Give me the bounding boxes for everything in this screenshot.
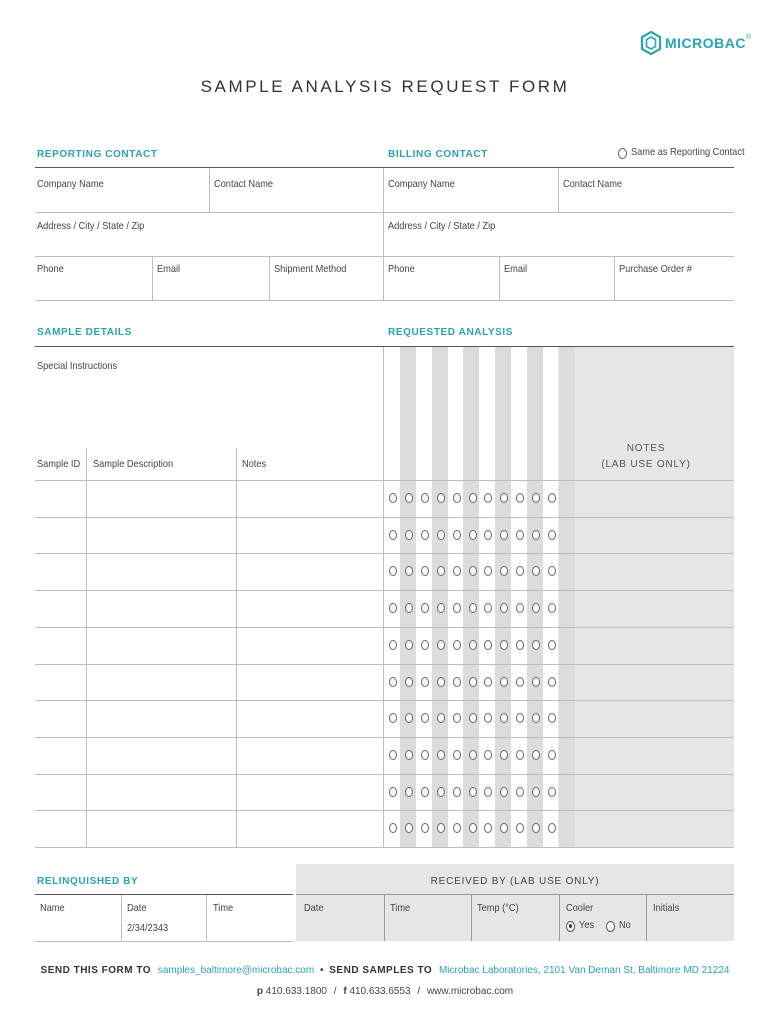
analysis-checkbox[interactable] — [453, 530, 461, 540]
lab-notes-heading — [558, 441, 734, 473]
analysis-checkbox[interactable] — [437, 640, 445, 650]
microbac-logo-icon — [640, 31, 662, 55]
same-as-radio[interactable] — [618, 148, 627, 159]
analysis-checkbox[interactable] — [484, 493, 492, 503]
analysis-column-stripe — [400, 347, 416, 847]
form-title: SAMPLE ANALYSIS REQUEST FORM — [200, 77, 570, 96]
divider — [384, 895, 385, 941]
relinquished-date-value[interactable]: 2/34/2343 — [127, 922, 169, 934]
sample-details-heading: SAMPLE DETAILS — [37, 327, 132, 338]
lab-notes-panel — [558, 347, 734, 847]
sample-row-rule — [35, 480, 734, 481]
sample-row-rule — [35, 737, 734, 738]
divider — [121, 895, 122, 941]
sample-row-rule — [35, 810, 734, 811]
analysis-checkbox[interactable] — [405, 750, 413, 760]
analysis-checkbox[interactable] — [484, 787, 492, 797]
sample-row-rule — [35, 847, 734, 848]
footer-website[interactable]: www.microbac.com — [426, 986, 514, 997]
analysis-checkbox[interactable] — [389, 677, 397, 687]
analysis-checkbox[interactable] — [437, 750, 445, 760]
analysis-checkbox[interactable] — [389, 713, 397, 723]
billing-contact-label: Contact Name — [563, 178, 623, 190]
analysis-checkbox[interactable] — [437, 493, 445, 503]
reporting-contact-heading: REPORTING CONTACT — [37, 149, 158, 160]
billing-address-label: Address / City / State / Zip — [388, 220, 496, 232]
row-rule — [35, 256, 734, 257]
analysis-checkbox[interactable] — [516, 566, 524, 576]
sample-row-rule — [35, 700, 734, 701]
logo — [640, 30, 751, 56]
relinquished-name-label: Name — [40, 902, 65, 914]
sample-row-rule — [35, 590, 734, 591]
footer-address: Microbac Laboratories, 2101 Van Deman St, Baltimore MD 21224 — [438, 965, 730, 976]
footer-separator: / — [417, 986, 421, 997]
reporting-email-label: Email — [157, 263, 181, 275]
analysis-checkbox[interactable] — [484, 603, 492, 613]
fax-prefix: f — [343, 986, 347, 997]
footer-contact-line — [0, 986, 770, 997]
analysis-checkbox[interactable] — [421, 530, 429, 540]
logo-registered: ® — [746, 34, 752, 41]
analysis-checkbox[interactable] — [389, 640, 397, 650]
shipment-method-label: Shipment Method — [274, 263, 347, 275]
analysis-checkbox[interactable] — [405, 530, 413, 540]
analysis-checkbox[interactable] — [548, 640, 556, 650]
analysis-checkbox[interactable] — [437, 603, 445, 613]
relinquished-rule — [35, 894, 293, 895]
analysis-checkbox[interactable] — [405, 787, 413, 797]
sample-desc-divider — [236, 448, 237, 847]
initials-label: Initials — [653, 902, 680, 914]
radio-selected-dot — [569, 924, 572, 928]
analysis-checkbox[interactable] — [453, 493, 461, 503]
analysis-checkbox[interactable] — [516, 787, 524, 797]
analysis-checkbox[interactable] — [453, 603, 461, 613]
analysis-checkbox[interactable] — [405, 640, 413, 650]
divider — [209, 168, 210, 212]
reporting-company-label: Company Name — [37, 178, 104, 190]
received-date-label: Date — [304, 902, 324, 914]
analysis-column-stripe — [559, 347, 575, 847]
analysis-checkbox[interactable] — [453, 787, 461, 797]
analysis-checkbox[interactable] — [389, 823, 397, 833]
analysis-checkbox[interactable] — [548, 493, 556, 503]
cooler-yes-radio[interactable] — [566, 921, 575, 932]
analysis-checkbox[interactable] — [437, 713, 445, 723]
divider — [558, 168, 559, 212]
analysis-checkbox[interactable] — [484, 750, 492, 760]
analysis-checkbox[interactable] — [469, 640, 477, 650]
sample-row-rule — [35, 627, 734, 628]
divider — [206, 895, 207, 941]
send-samples-label: SEND SAMPLES TO — [329, 965, 433, 976]
analysis-checkbox[interactable] — [516, 677, 524, 687]
analysis-checkbox[interactable] — [405, 713, 413, 723]
relinquished-heading: RELINQUISHED BY — [37, 876, 139, 887]
analysis-checkbox[interactable] — [405, 493, 413, 503]
analysis-checkbox[interactable] — [389, 530, 397, 540]
analysis-checkbox[interactable] — [484, 823, 492, 833]
analysis-checkbox[interactable] — [548, 530, 556, 540]
reporting-address-label: Address / City / State / Zip — [37, 220, 145, 232]
divider — [383, 168, 384, 300]
cooler-no-radio[interactable] — [606, 921, 615, 932]
analysis-checkbox[interactable] — [437, 566, 445, 576]
footer-separator: / — [333, 986, 337, 997]
analysis-checkbox[interactable] — [516, 530, 524, 540]
analysis-checkbox[interactable] — [437, 787, 445, 797]
analysis-checkbox[interactable] — [516, 713, 524, 723]
analysis-checkbox[interactable] — [484, 677, 492, 687]
cooler-yes-label: Yes — [579, 919, 595, 931]
sample-notes-header: Notes — [242, 458, 267, 470]
analysis-checkbox[interactable] — [421, 493, 429, 503]
analysis-column-stripe — [463, 347, 479, 847]
notes-line1: NOTES — [626, 443, 666, 454]
divider — [646, 895, 647, 941]
analysis-checkbox[interactable] — [484, 530, 492, 540]
analysis-checkbox[interactable] — [484, 713, 492, 723]
divider — [499, 257, 500, 300]
analysis-checkbox[interactable] — [516, 493, 524, 503]
analysis-checkbox[interactable] — [548, 823, 556, 833]
analysis-checkbox[interactable] — [548, 787, 556, 797]
analysis-checkbox[interactable] — [421, 677, 429, 687]
analysis-checkbox[interactable] — [421, 823, 429, 833]
analysis-left-border — [383, 347, 384, 847]
analysis-checkbox[interactable] — [484, 566, 492, 576]
analysis-checkbox[interactable] — [469, 530, 477, 540]
send-form-label: SEND THIS FORM TO — [40, 965, 152, 976]
analysis-column-stripe — [432, 347, 448, 847]
analysis-checkbox[interactable] — [389, 787, 397, 797]
divider — [559, 895, 560, 941]
analysis-checkbox[interactable] — [389, 603, 397, 613]
reporting-phone-label: Phone — [37, 263, 64, 275]
analysis-checkbox[interactable] — [389, 566, 397, 576]
relinquished-time-label: Time — [213, 902, 234, 914]
analysis-checkbox[interactable] — [469, 493, 477, 503]
received-heading: RECEIVED BY (LAB USE ONLY) — [430, 876, 600, 887]
analysis-checkbox[interactable] — [453, 713, 461, 723]
analysis-checkbox[interactable] — [389, 493, 397, 503]
billing-phone-label: Phone — [388, 263, 415, 275]
analysis-checkbox[interactable] — [516, 823, 524, 833]
sample-id-divider — [86, 448, 87, 847]
analysis-checkbox[interactable] — [421, 566, 429, 576]
analysis-checkbox[interactable] — [437, 530, 445, 540]
received-rule — [296, 894, 734, 895]
sample-id-header: Sample ID — [37, 458, 81, 470]
analysis-checkbox[interactable] — [405, 677, 413, 687]
analysis-checkbox[interactable] — [548, 566, 556, 576]
analysis-checkbox[interactable] — [469, 713, 477, 723]
analysis-checkbox[interactable] — [453, 640, 461, 650]
cooler-label: Cooler — [566, 902, 594, 914]
cooler-no-option[interactable] — [606, 920, 632, 932]
relinquished-bottom-rule — [35, 941, 293, 942]
sample-row-rule — [35, 664, 734, 665]
analysis-checkbox[interactable] — [484, 640, 492, 650]
analysis-checkbox[interactable] — [516, 640, 524, 650]
divider — [269, 257, 270, 300]
special-instructions-label: Special Instructions — [37, 360, 118, 372]
sample-row-rule — [35, 517, 734, 518]
sample-row-rule — [35, 774, 734, 775]
same-as-label: Same as Reporting Contact — [631, 146, 745, 158]
analysis-checkbox[interactable] — [421, 640, 429, 650]
temperature-label: Temp (°C) — [477, 902, 519, 914]
analysis-checkbox[interactable] — [469, 823, 477, 833]
relinquished-date-label: Date — [127, 902, 147, 914]
analysis-checkbox[interactable] — [405, 603, 413, 613]
logo-text: MICROBAC — [665, 35, 746, 51]
analysis-checkbox[interactable] — [469, 603, 477, 613]
analysis-checkbox[interactable] — [469, 566, 477, 576]
analysis-checkbox[interactable] — [421, 750, 429, 760]
footer-send-line — [0, 965, 770, 976]
footer-phone: 410.633.1800 — [265, 986, 327, 997]
divider — [614, 257, 615, 300]
analysis-checkbox[interactable] — [421, 603, 429, 613]
analysis-column-stripe — [495, 347, 511, 847]
analysis-checkbox[interactable] — [548, 750, 556, 760]
analysis-checkbox[interactable] — [437, 677, 445, 687]
footer-fax: 410.633.6553 — [349, 986, 411, 997]
row-rule — [35, 212, 734, 213]
footer-email-link[interactable]: samples_baltimore@microbac.com — [157, 965, 315, 976]
sample-row-rule — [35, 553, 734, 554]
divider — [152, 257, 153, 300]
cooler-yes-option[interactable] — [566, 920, 596, 932]
phone-prefix: p — [256, 986, 264, 997]
analysis-checkbox[interactable] — [437, 823, 445, 833]
analysis-checkbox[interactable] — [469, 677, 477, 687]
analysis-checkbox[interactable] — [469, 750, 477, 760]
row-rule — [35, 300, 734, 301]
purchase-order-label: Purchase Order # — [619, 263, 692, 275]
billing-email-label: Email — [504, 263, 528, 275]
analysis-checkbox[interactable] — [516, 750, 524, 760]
analysis-checkbox[interactable] — [548, 677, 556, 687]
analysis-checkbox[interactable] — [453, 566, 461, 576]
divider — [471, 895, 472, 941]
cooler-no-label: No — [619, 919, 631, 931]
analysis-checkbox[interactable] — [389, 750, 397, 760]
analysis-checkbox[interactable] — [548, 603, 556, 613]
analysis-checkbox[interactable] — [548, 713, 556, 723]
received-time-label: Time — [390, 902, 411, 914]
sample-description-header: Sample Description — [93, 458, 174, 470]
analysis-checkbox[interactable] — [453, 823, 461, 833]
notes-line2: (LAB USE ONLY) — [601, 459, 691, 470]
billing-company-label: Company Name — [388, 178, 455, 190]
analysis-checkbox[interactable] — [405, 566, 413, 576]
requested-analysis-heading: REQUESTED ANALYSIS — [388, 327, 514, 338]
same-as-reporting-option[interactable] — [618, 147, 760, 159]
analysis-checkbox[interactable] — [516, 603, 524, 613]
analysis-checkbox[interactable] — [453, 750, 461, 760]
reporting-contact-label: Contact Name — [214, 178, 274, 190]
footer-bullet: • — [319, 965, 324, 976]
contact-top-rule — [35, 167, 734, 168]
analysis-checkbox[interactable] — [453, 677, 461, 687]
analysis-column-stripe — [527, 347, 543, 847]
analysis-checkbox[interactable] — [405, 823, 413, 833]
analysis-checkbox[interactable] — [469, 787, 477, 797]
billing-contact-heading: BILLING CONTACT — [388, 149, 488, 160]
analysis-checkbox[interactable] — [421, 713, 429, 723]
analysis-checkbox[interactable] — [421, 787, 429, 797]
